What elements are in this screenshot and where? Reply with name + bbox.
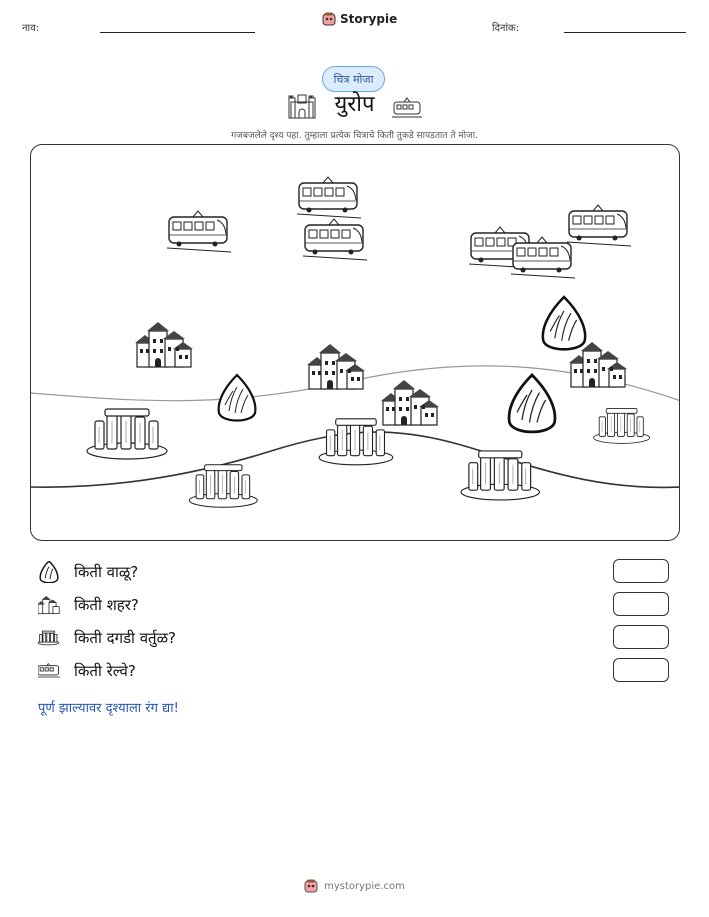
answer-box-almond[interactable] xyxy=(613,559,669,583)
date-label: दिनांक: xyxy=(492,23,520,34)
answer-box-tram[interactable] xyxy=(613,658,669,682)
town-1 xyxy=(135,322,193,367)
brand-logo xyxy=(322,12,397,26)
footer-url[interactable]: mystorypie.com xyxy=(324,880,405,892)
tram-title-icon xyxy=(392,96,422,120)
almond-3 xyxy=(543,297,585,349)
brand-name: Storypie xyxy=(340,12,398,26)
town-2 xyxy=(307,344,365,389)
stonehenge-2 xyxy=(319,419,393,465)
name-line[interactable] xyxy=(100,32,255,33)
almond-2 xyxy=(509,375,555,432)
stonehenge-1 xyxy=(87,409,167,459)
stonehenge-5 xyxy=(594,408,650,443)
question-text: किती वाळू? xyxy=(74,563,139,581)
tram-5 xyxy=(511,237,575,278)
storypie-mascot-icon xyxy=(322,12,336,26)
coloring-instruction: पूर्ण झाल्यावर दृश्याला रंग द्या! xyxy=(38,701,179,716)
question-text: किती शहर? xyxy=(74,596,139,614)
answer-box-stonehenge[interactable] xyxy=(613,625,669,649)
question-text: किती रेल्वे? xyxy=(74,662,136,680)
answer-box-town[interactable] xyxy=(613,592,669,616)
date-line[interactable] xyxy=(564,32,686,33)
stonehenge-icon xyxy=(38,627,60,649)
almond-1 xyxy=(219,375,256,421)
instructions-text: गजबजलेले दृश्य पहा. तुम्हाला प्रत्येक चित्राचे किती तुकडे सापडतात ते मोजा. xyxy=(231,131,478,141)
question-text: किती दगडी वर्तुळ? xyxy=(74,629,176,647)
tram-icon xyxy=(38,660,60,682)
stonehenge-4 xyxy=(461,451,539,500)
activity-badge: चित्र मोजा xyxy=(322,66,385,92)
tram-2 xyxy=(297,177,361,218)
town-icon xyxy=(38,594,60,616)
footer xyxy=(0,879,709,893)
storypie-mascot-icon xyxy=(304,879,318,893)
tram-3 xyxy=(303,219,367,260)
tram-1 xyxy=(167,211,231,252)
puzzle-scene xyxy=(30,144,680,541)
scene-illustration xyxy=(31,145,680,541)
name-label: नाव: xyxy=(22,23,40,34)
stonehenge-3 xyxy=(189,465,257,508)
question-row-town xyxy=(38,593,139,617)
almond-icon xyxy=(38,561,60,583)
town-4 xyxy=(569,342,627,387)
tram-6 xyxy=(567,205,631,246)
question-row-almond xyxy=(38,560,138,584)
question-row-stonehenge xyxy=(38,626,176,650)
question-row-tram xyxy=(38,659,136,683)
town-3 xyxy=(381,380,439,425)
page-title: युरोप xyxy=(334,92,375,117)
